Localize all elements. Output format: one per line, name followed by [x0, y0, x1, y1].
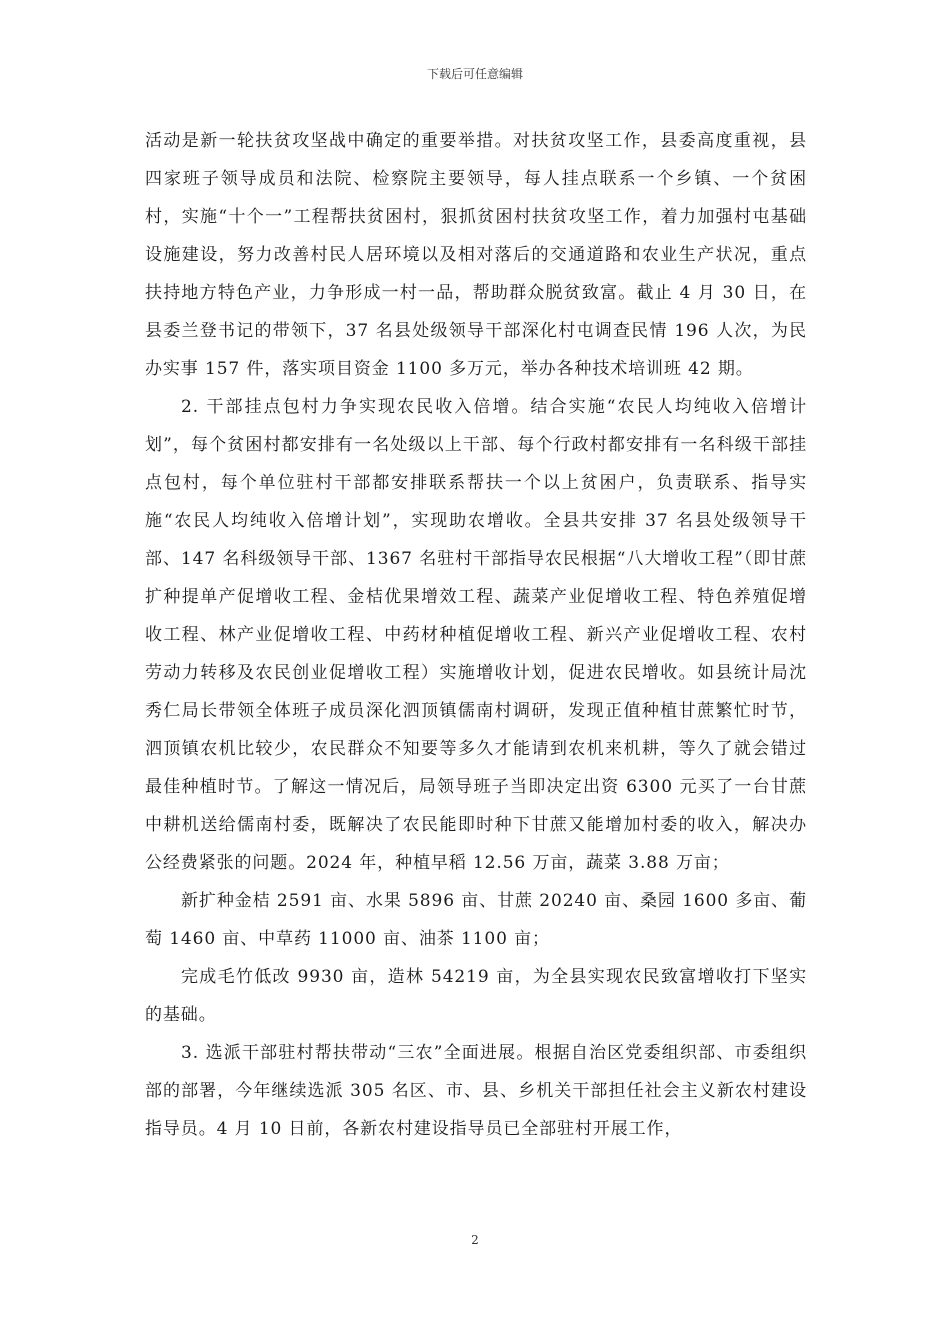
paragraph-2: 2. 干部挂点包村力争实现农民收入倍增。结合实施“农民人均纯收入倍增计划”，每个贫困村都安排有一名处级以上干部、每个行政村都安排有一名科级干部挂点包村，每个单位驻村干部都安排联系帮扶一个以上贫困户，负责联系、指导实施“农民人均纯收入倍增计划”，实现助农增收。全县共安排 37 名县处级领导干部、147 名科级领导干部、1367 名驻村干部指导农民根据“八大增收工程”（即甘蔗扩种提单产促增收工程、金桔优果增效工程、蔬菜产业促增收工程、特色养殖促增收工程、林产业促增收工程、中药材种植促增收工程、新兴产业促增收工程、农村劳动力转移及农民创业促增收工程）实施增收计划，促进农民增收。如县统计局沈秀仁局长带领全体班子成员深化泗顶镇儒南村调研，发现正值种植甘蔗繁忙时节，泗顶镇农机比较少，农民群众不知要等多久才能请到农机来机耕，等久了就会错过最佳种植时节。了解这一情况后，局领导班子当即决定出资 6300 元买了一台甘蔗中耕机送给儒南村委，既解决了农民能即时种下甘蔗又能增加村委的收入，解决办公经费紧张的问题。2024 年，种植早稻 12.56 万亩，蔬菜 3.88 万亩； — [145, 397, 807, 873]
document-body — [145, 122, 807, 1148]
paragraph-3: 新扩种金桔 2591 亩、水果 5896 亩、甘蔗 20240 亩、桑园 1600 多亩、葡萄 1460 亩、中草药 11000 亩、油茶 1100 亩； — [145, 891, 807, 949]
page-number: 2 — [471, 1233, 479, 1247]
paragraph-1: 活动是新一轮扶贫攻坚战中确定的重要举措。对扶贫攻坚工作，县委高度重视，县四家班子领导成员和法院、检察院主要领导，每人挂点联系一个乡镇、一个贫困村，实施“十个一”工程帮扶贫困村，狠抓贫困村扶贫攻坚工作，着力加强村屯基础设施建设，努力改善村民人居环境以及相对落后的交通道路和农业生产状况，重点扶持地方特色产业，力争形成一村一品，帮助群众脱贫致富。截止 4 月 30 日，在县委兰登书记的带领下，37 名县处级领导干部深化村屯调查民情 196 人次，为民办实事 157 件，落实项目资金 1100 多万元，举办各种技术培训班 42 期。 — [145, 131, 807, 379]
paragraph-5: 3. 选派干部驻村帮扶带动“三农”全面进展。根据自治区党委组织部、市委组织部的部署，今年继续选派 305 名区、市、县、乡机关干部担任社会主义新农村建设指导员。4 月 10 日前，各新农村建设指导员已全部驻村开展工作， — [145, 1043, 807, 1139]
paragraph-4: 完成毛竹低改 9930 亩，造林 54219 亩，为全县实现农民致富增收打下坚实的基础。 — [145, 967, 807, 1025]
page-header: 下载后可任意编辑 — [426, 67, 523, 81]
